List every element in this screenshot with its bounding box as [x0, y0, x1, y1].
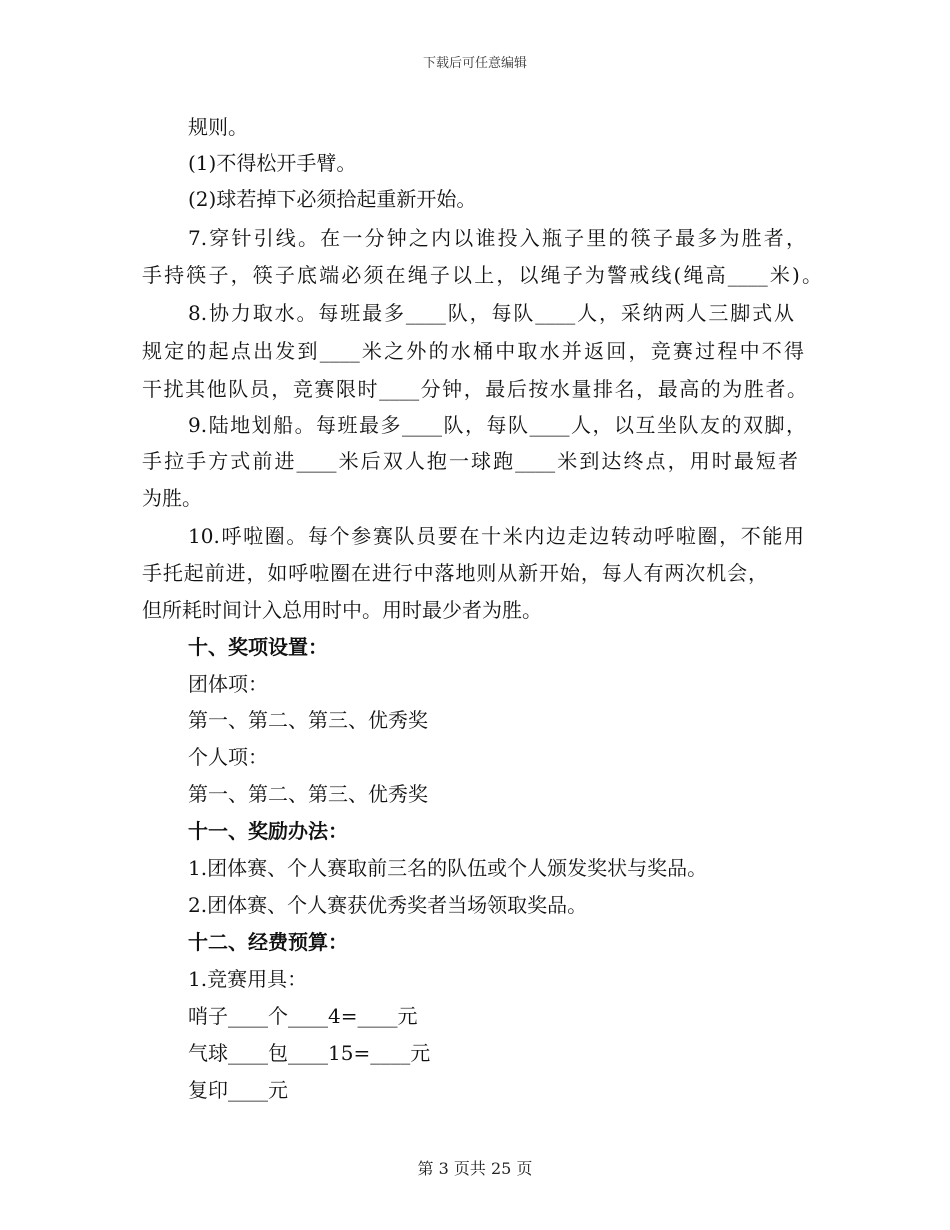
- text-line: 10.呼啦圈。每个参赛队员要在十米内边走边转动呼啦圈，不能用: [188, 524, 804, 548]
- text-line: 规定的起点出发到____米之外的水桶中取水并返回，竞赛过程中不得: [142, 339, 804, 363]
- page-header: 下载后可任意编辑: [422, 56, 527, 71]
- text-line: 复印____元: [188, 1078, 288, 1102]
- text-line: 气球____包____15=____元: [188, 1041, 431, 1065]
- text-line: 哨子____个____4=____元: [188, 1004, 418, 1028]
- text-line: (1)不得松开手臂。: [188, 151, 357, 175]
- text-line: 1.团体赛、个人赛取前三名的队伍或个人颁发奖状与奖品。: [188, 856, 708, 880]
- text-line: 手持筷子，筷子底端必须在绳子以上，以绳子为警戒线(绳高____米)。: [142, 263, 822, 287]
- text-line: 2.团体赛、个人赛获优秀奖者当场领取奖品。: [188, 893, 588, 917]
- text-line: 1.竞赛用具：: [188, 967, 308, 991]
- section-heading: 十一、奖励办法：: [188, 819, 348, 843]
- text-line: 7.穿针引线。在一分钟之内以谁投入瓶子里的筷子最多为胜者，: [188, 226, 806, 250]
- text-line: 9.陆地划船。每班最多____队，每队____人，以互坐队友的双脚，: [188, 413, 806, 437]
- text-line: 手拉手方式前进____米后双人抱一球跑____米到达终点，用时最短者: [142, 449, 798, 473]
- text-line: (2)球若掉下必须拾起重新开始。: [188, 187, 477, 211]
- text-line: 干扰其他队员，竞赛限时____分钟，最后按水量排名，最高的为胜者。: [142, 377, 807, 401]
- text-line: 为胜。: [142, 486, 202, 510]
- text-line: 个人项：: [188, 745, 268, 769]
- section-heading: 十二、经费预算：: [188, 930, 348, 954]
- text-line: 手托起前进，如呼啦圈在进行中落地则从新开始，每人有两次机会，: [142, 561, 768, 585]
- page-footer: 第 3 页共 25 页: [417, 1159, 533, 1178]
- text-line: 团体项：: [188, 672, 268, 696]
- text-line: 第一、第二、第三、优秀奖: [188, 782, 428, 806]
- text-line: 但所耗时间计入总用时中。用时最少者为胜。: [142, 598, 542, 622]
- section-heading: 十、奖项设置：: [188, 635, 328, 659]
- text-line: 第一、第二、第三、优秀奖: [188, 708, 428, 732]
- text-line: 8.协力取水。每班最多____队，每队____人，采纳两人三脚式从: [188, 301, 794, 325]
- text-line: 规则。: [188, 115, 248, 139]
